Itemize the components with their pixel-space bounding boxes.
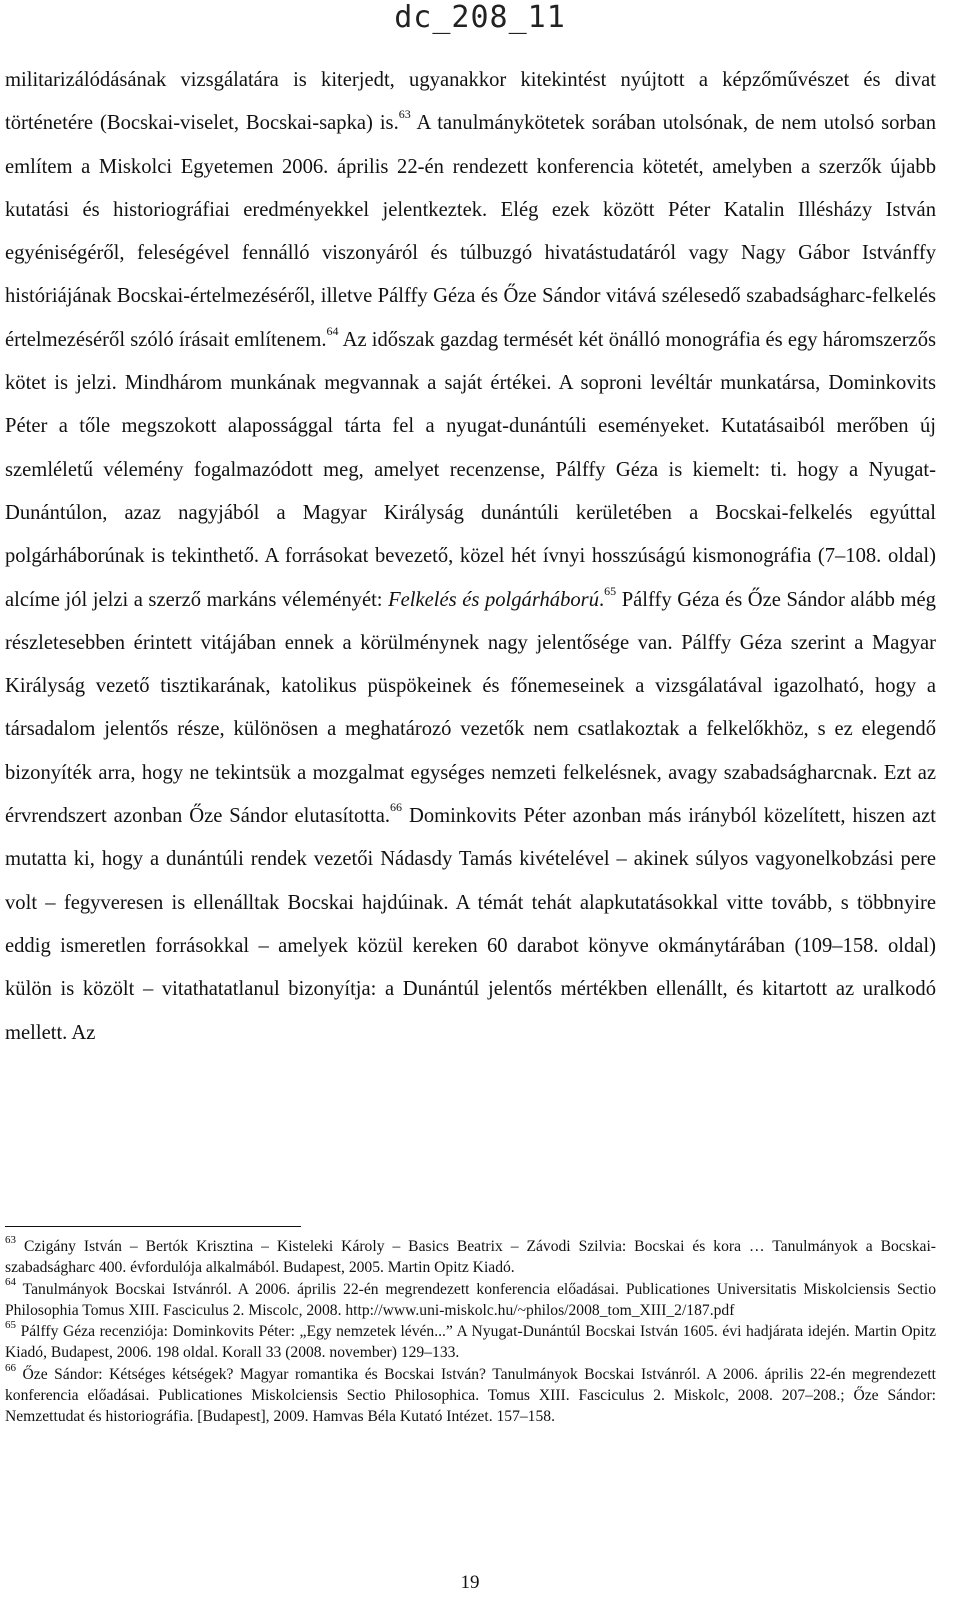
footnote-65 — [5, 1321, 936, 1364]
footnote-text: Czigány István – Bertók Krisztina – Kisteleki Károly – Basics Beatrix – Závodi Szilvia: Bocskai és kora … Tanulmányok a Bocskai-szabadságharc 400. évfordulója alkalmából. Budapest, 2005. Martin Opitz Kiadó. — [5, 1238, 936, 1277]
footnote-63 — [5, 1233, 936, 1279]
footnote-ref-65[interactable]: 65 — [604, 583, 617, 598]
footnotes-section — [5, 1233, 936, 1428]
italic-subtitle: Felkelés és polgárháború — [388, 588, 599, 611]
footnote-64 — [5, 1276, 936, 1322]
footnote-number: 63 — [5, 1233, 16, 1246]
footnote-separator — [5, 1226, 301, 1227]
footnote-text: Pálffy Géza recenziója: Dominkovits Péter: „Egy nemzetek lévén...” A Nyugat-Dunántúl Bocskai István 1605. évi hadjárata idején. Martin Opitz Kiadó, Budapest, 2006. 198 oldal. Korall 33 (2008. november) 129–133. — [5, 1323, 936, 1362]
footnote-ref-63[interactable]: 63 — [398, 107, 411, 122]
footnote-66 — [5, 1361, 936, 1428]
body-text-segment: A tanulmánykötetek sorában utolsónak, de nem utolsó sorban említem a Miskolci Egyetemen 2006. április 22-én rendezett konferencia kötetét, amelyben a szerzők újabb kutatási és historiográfiai eredményekkel jelentkeztek. Elég ezek között Péter Katalin Illésházy István egyéniségéről, feleségével fennálló viszonyáról és túlbuzgó hivatástudatáról vagy Nagy Gábor Istvánffy históriájának Bocskai-értelmezéséről, illetve Pálffy Géza és Őze Sándor vitává szélesedő szabadságharc-felkelés értelmezéséről szóló írásait említenem. — [5, 112, 936, 351]
footnote-number: 64 — [5, 1276, 16, 1289]
body-text-segment: Az időszak gazdag termését két önálló monográfia és egy háromszerzős kötet is jelzi. Mindhárom munkának megvannak a saját értékei. A soproni levéltár munkatársa, Dominkovits Péter a tőle megszokott alapossággal tárta fel a nyugat-dunántúli eseményeket. Kutatásaiból merőben új szemléletű vélemény fogalmazódott meg, amelyet recenzense, Pálffy Géza is kiemelt: ti. hogy a Nyugat-Dunántúlon, azaz nagyjából a Magyar Királyság dunántúli kerületében a Bocskai-felkelés egyúttal polgárháborúnak is tekinthető. A forrásokat bevezető, közel hét ívnyi hosszúságú kismonográfia (7–108. oldal) alcíme jól jelzi a szerző markáns véleményét: — [5, 328, 937, 611]
body-text-segment: . — [599, 588, 605, 611]
footnote-number: 66 — [5, 1361, 16, 1374]
body-text-segment: Dominkovits Péter azonban más irányból közelített, hiszen azt mutatta ki, hogy a dunántúli rendek vezetői Nádasdy Tamás kivételével – akinek súlyos vagyonelkobzási pere volt – fegyveresen is ellenálltak Bocskai hajdúinak. A témát tehát alapkutatásokkal vitte tovább, s többnyire eddig ismeretlen forrásokkal – amelyek közül kereken 60 darabot könyve okmánytárában (109–158. oldal) külön is közölt – vitathatatlanul bizonyítja: a Dunántúl jelentős mértékben ellenállt, és kitartott az uralkodó mellett. Az — [5, 805, 936, 1044]
body-text-segment: militarizálódásának vizsgálatára is kiterjedt, ugyanakkor kitekintést nyújtott a képzőművészet és divat történetére (Bocskai-viselet, Bocskai-sapka) is. — [5, 69, 936, 135]
footnote-number: 65 — [5, 1319, 16, 1331]
footnote-text: Őze Sándor: Kétséges kétségek? Magyar romantika és Bocskai István? Tanulmányok Bocskai Istvánról. A 2006. április 22-én megrendezett konferencia előadásai. Publicationes Miskolciensis Sectio Philosophica. Tomus XIII. Fasciculus 2. Miskolc, 2008. 207–208.; Őze Sándor: Nemzettudat és historiográfia. [Budapest], 2009. Hamvas Béla Kutató Intézet. 157–158. — [5, 1365, 936, 1426]
page-number: 19 — [460, 1572, 480, 1593]
footnote-text: Tanulmányok Bocskai Istvánról. A 2006. április 22-én megrendezett konferencia előadásai. Publicationes Universitatis Miskolciensis Sectio Philosophia Tomus XIII. Fasciculus 2. Miscolc, 2008. http://www.uni-miskolc.hu/~philos/2008_tom_XIII_2/187.pdf — [5, 1280, 936, 1319]
body-text-segment: Pálffy Géza és Őze Sándor alább még részletesebben érintett vitájában ennek a körülménynek nagy jelentősége van. Pálffy Géza szerint a Magyar Királyság vezető tisztikarának, katolikus püspökeinek és főnemeseinek a vizsgálatával igazolható, hogy a társadalom jelentős része, különösen a meghatározó vezetők nem csatlakoztak a felkelőkhöz, s ez elegendő bizonyíték arra, hogy ne tekintsük a mozgalmat egységes nemzeti felkelésnek, avagy szabadságharcnak. Ezt az érvrendszert azonban Őze Sándor elutasította. — [5, 588, 936, 828]
body-paragraph — [5, 59, 936, 1055]
document-code-header: dc_208_11 — [394, 0, 566, 35]
footnote-ref-64[interactable]: 64 — [326, 323, 339, 338]
footnote-ref-66[interactable]: 66 — [390, 800, 403, 815]
